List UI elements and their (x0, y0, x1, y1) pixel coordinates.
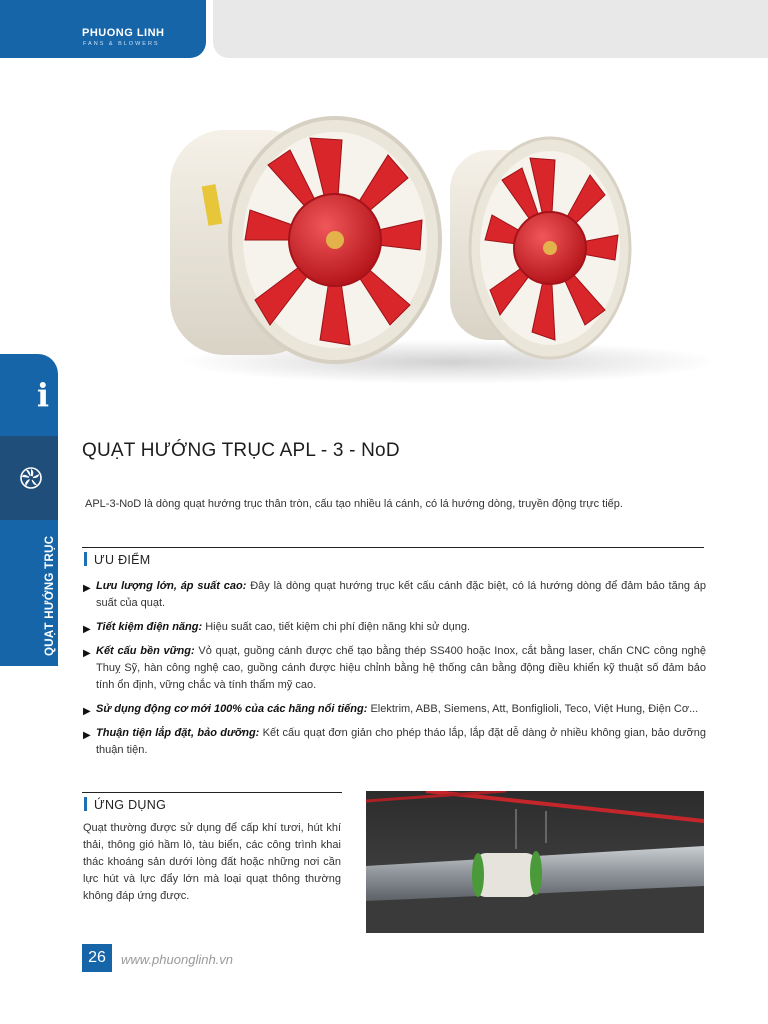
sidebar-fan-tab[interactable] (0, 436, 58, 520)
fan-icon (0, 436, 58, 520)
applications-heading-text: ỨNG DỤNG (94, 798, 167, 812)
applications-text: Quạt thường được sử dụng để cấp khí tươi, hút khí thải, thông gió hầm lò, tàu biển, các công trình khai thác khoáng sản dưới lòng đất hoặc những nơi cần lực hút và lực đẩy lớn mà loại quạt thông thường không đáp ứng được. (83, 822, 341, 902)
fan-illustration-right (450, 138, 630, 358)
installation-photo (366, 791, 704, 933)
list-item (80, 701, 706, 718)
item-text: Vỏ quạt, guồng cánh được chế tạo bằng thép SS400 hoặc Inox, cắt bằng laser, chấn CNC công nghệ Thuỵ Sỹ, hàn công nghệ cao, guồng cánh được hiệu chỉnh bằng hệ thống cân bằng động điều khiển kỹ thuật số đảm bảo tính ổn định, vững chắc và tính thẩm mỹ cao. (96, 645, 706, 691)
section-divider (82, 547, 704, 548)
item-text: Kết cấu quạt đơn giản cho phép tháo lắp, lắp đặt dễ dàng ở nhiều không gian, bảo dưỡng thuận tiện. (96, 727, 706, 756)
item-title: Lưu lượng lớn, áp suất cao: (96, 580, 247, 592)
list-item (80, 643, 706, 694)
item-title: Tiết kiệm điện năng: (96, 621, 203, 633)
item-title: Kết cấu bền vững: (96, 645, 195, 657)
item-title: Sử dụng động cơ mới 100% của các hãng nổi tiếng: (96, 703, 368, 715)
product-intro: APL-3-NoD là dòng quạt hướng trục thân tròn, cấu tạo nhiều lá cánh, có lá hướng dòng, truyền động trực tiếp. (85, 498, 623, 510)
brand-logo-text: PHUONG LINH (82, 27, 165, 39)
heading-marker (84, 552, 87, 566)
bullet-arrow-icon: ▶ (83, 730, 91, 741)
bullet-arrow-icon: ▶ (83, 583, 91, 594)
heading-marker (84, 797, 87, 811)
bullet-arrow-icon: ▶ (83, 648, 91, 659)
item-text: Đây là dòng quạt hướng trục kết cấu cánh đặc biệt, có lá hướng dòng để đảm bảo tăng áp suất của quạt. (96, 580, 706, 609)
page-title: QUẠT HƯỚNG TRỤC APL - 3 - NoD (82, 440, 400, 461)
fan-illustration-left (170, 118, 440, 362)
list-item (80, 619, 706, 636)
header-grey-bar (213, 0, 768, 58)
item-title: Thuận tiện lắp đặt, bảo dưỡng: (96, 727, 260, 739)
brand-tagline: FANS & BLOWERS (83, 41, 160, 47)
item-text: Hiệu suất cao, tiết kiệm chi phí điện năng khi sử dụng. (202, 621, 471, 633)
list-item (80, 578, 706, 612)
sidebar-category-label: QUẠT HƯỚNG TRỤC (44, 535, 56, 656)
website-link[interactable]: www.phuonglinh.vn (121, 952, 234, 967)
advantages-heading (84, 552, 151, 567)
applications-heading (84, 797, 166, 812)
page-number: 26 (82, 944, 112, 972)
list-item (80, 725, 706, 759)
item-text: Elektrim, ABB, Siemens, Att, Bonfiglioli, Teco, Việt Hung, Điện Cơ... (367, 703, 699, 715)
brand-bar (0, 0, 206, 58)
advantages-heading-text: ƯU ĐIỂM (94, 553, 151, 567)
bullet-arrow-icon: ▶ (83, 624, 91, 635)
applications-divider (82, 792, 342, 793)
product-image (150, 100, 710, 400)
bullet-arrow-icon: ▶ (83, 706, 91, 717)
advantages-list (80, 578, 706, 766)
info-icon: i (36, 376, 50, 414)
